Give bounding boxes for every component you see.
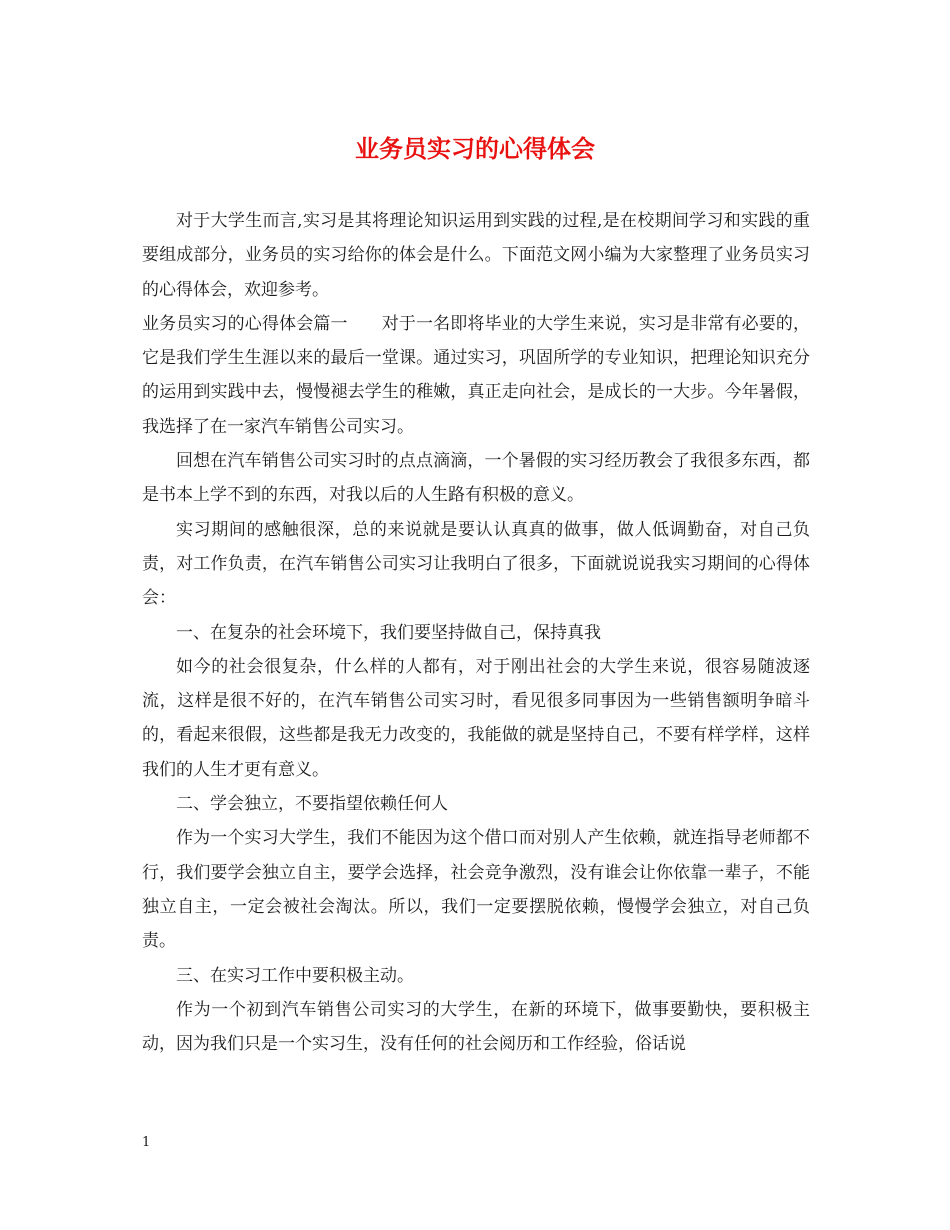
- chapter-text: 对于一名即将毕业的大学生来说，实习是非常有必要的，它是我们学生生涯以来的最后一堂课。通过实习，巩固所学的专业知识，把理论知识充分的运用到实践中去，慢慢褪去学生的稚嫩，真正走向社会，是成长的一大步。今年暑假，我选择了在一家汽车销售公司实习。: [142, 313, 811, 437]
- body-paragraph: 作为一个实习大学生，我们不能因为这个借口而对别人产生依赖，就连指导老师都不行，我们要学会独立自主，要学会选择，社会竞争激烈，没有谁会让你依靠一辈子，不能独立自主，一定会被社会淘汰。所以，我们一定要摆脱依赖，慢慢学会独立，对自己负责。: [142, 828, 810, 952]
- body-paragraph: 作为一个初到汽车销售公司实习的大学生，在新的环境下，做事要勤快，要积极主动，因为我们只是一个实习生，没有任何的社会阅历和工作经验，俗话说: [142, 999, 810, 1055]
- section-heading: 三、在实习工作中要积极主动。: [176, 965, 414, 986]
- intro-paragraph: 对于大学生而言,实习是其将理论知识运用到实践的过程,是在校期间学习和实践的重要组成部分，业务员的实习给你的体会是什么。下面范文网小编为大家整理了业务员实习的心得体会，欢迎参考。: [142, 211, 810, 300]
- chapter-label: 业务员实习的心得体会篇一: [142, 313, 348, 334]
- body-paragraph: 实习期间的感触很深，总的来说就是要认认真真的做事，做人低调勤奋，对自己负责，对工作负责，在汽车销售公司实习让我明白了很多，下面就说说我实习期间的心得体会：: [142, 519, 810, 609]
- page-number: 1: [142, 1135, 151, 1150]
- document-title: 业务员实习的心得体会: [355, 134, 595, 163]
- section-heading: 二、学会独立，不要指望依赖任何人: [176, 794, 448, 815]
- body-paragraph: 回想在汽车销售公司实习时的点点滴滴，一个暑假的实习经历教会了我很多东西，都是书本上学不到的东西，对我以后的人生路有积极的意义。: [142, 451, 810, 506]
- section-heading: 一、在复杂的社会环境下，我们要坚持做自己，保持真我: [176, 622, 601, 643]
- body-paragraph: 如今的社会很复杂，什么样的人都有，对于刚出社会的大学生来说，很容易随波逐流，这样是很不好的，在汽车销售公司实习时，看见很多同事因为一些销售额明争暗斗的，看起来很假，这些都是我无力改变的，我能做的就是坚持自己，不要有样学样，这样我们的人生才更有意义。: [142, 656, 810, 780]
- chapter-paragraph: [142, 307, 810, 444]
- document-body: [142, 204, 810, 1061]
